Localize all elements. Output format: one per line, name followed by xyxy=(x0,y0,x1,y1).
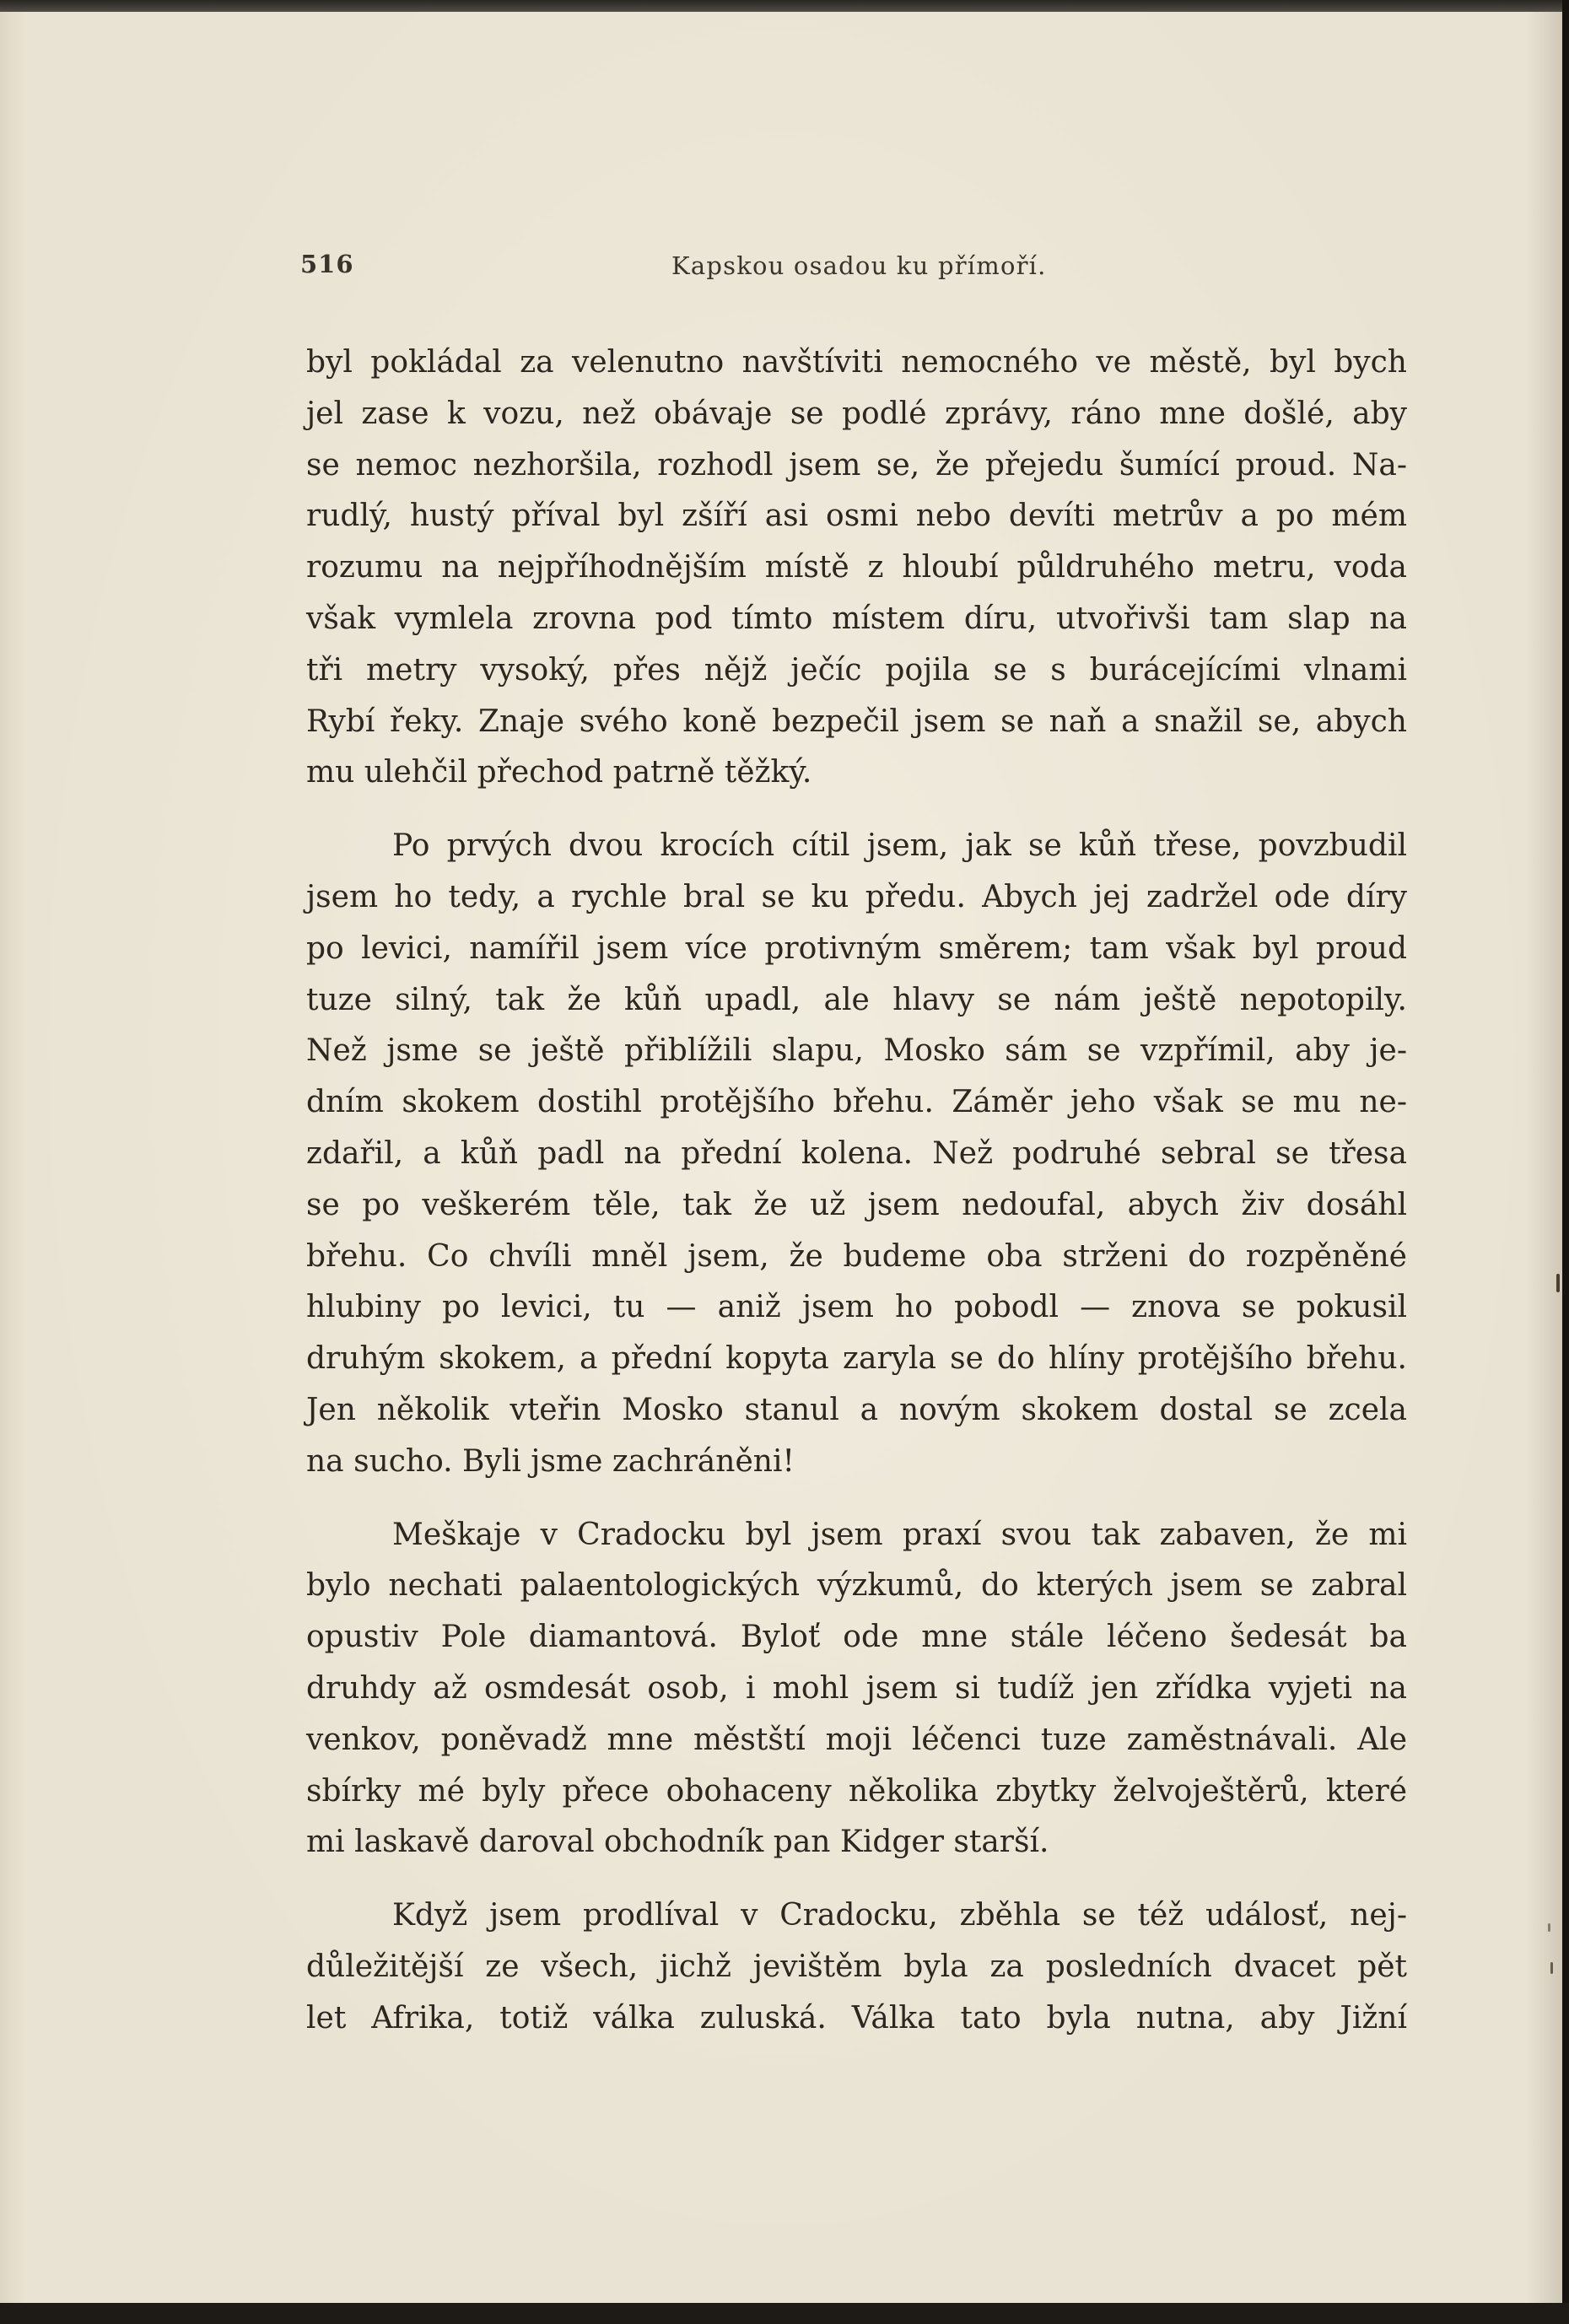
text-line: bylo nechati palaentologických výzkumů, do kterých jsem se zabral xyxy=(306,1568,1407,1604)
text-line: druhým skokem, a přední kopyta zaryla se do hlíny protějšího břehu. xyxy=(306,1341,1407,1377)
text-line: se po veškerém těle, tak že už jsem nedoufal, abych živ dosáhl xyxy=(306,1187,1407,1222)
scan-speck xyxy=(1548,1923,1550,1932)
page-header xyxy=(300,250,1049,283)
text-line: jsem ho tedy, a rychle bral se ku předu. Abych jej zadržel ode díry xyxy=(306,879,1407,914)
text-line: břehu. Co chvíli mněl jsem, že budeme oba strženi do rozpěněné xyxy=(306,1238,1407,1274)
text-line: venkov, poněvadž mne městští moji léčenci tuze zaměstnávali. Ale xyxy=(306,1722,1407,1757)
scan-speck xyxy=(1550,1962,1553,1974)
text-line: mu ulehčil přechod patrně těžký. xyxy=(306,755,812,790)
text-line: Jen několik vteřin Mosko stanul a novým skokem dostal se zcela xyxy=(306,1392,1407,1427)
text-line: Když jsem prodlíval v Cradocku, zběhla se též událosť, nej- xyxy=(392,1898,1407,1933)
text-line: rudlý, hustý příval byl zšíří asi osmi nebo devíti metrův a po mém xyxy=(306,499,1407,534)
text-line: Rybí řeky. Znaje svého koně bezpečil jsem se naň a snažil se, abych xyxy=(306,704,1407,739)
body-text xyxy=(306,337,1407,2045)
text-line: Než jsme se ještě přiblížili slapu, Mosko sám se vzpřímil, aby je- xyxy=(306,1033,1407,1069)
scan-border-right xyxy=(1562,0,1569,2324)
text-line: tuze silný, tak že kůň upadl, ale hlavy se nám ještě nepotopily. xyxy=(306,982,1407,1017)
running-head: Kapskou osadou ku přímoří. xyxy=(671,251,1047,280)
paragraph xyxy=(306,1510,1407,1869)
text-line: tři metry vysoký, přes nějž ječíc pojila se s burácejícími vlnami xyxy=(306,652,1407,687)
paragraph xyxy=(306,337,1407,799)
text-line: byl pokládal za velenutno navštíviti nemocného ve městě, byl bych xyxy=(306,345,1407,380)
text-line: sbírky mé byly přece obohaceny několika zbytky želvoještěrů, které xyxy=(306,1773,1407,1809)
text-line: Po prvých dvou krocích cítil jsem, jak se kůň třese, povzbudil xyxy=(392,828,1407,864)
book-page xyxy=(0,12,1562,2303)
text-line: opustiv Pole diamantová. Byloť ode mne stále léčeno šedesát ba xyxy=(306,1620,1407,1655)
page-number: 516 xyxy=(300,250,354,278)
text-line: mi laskavě daroval obchodník pan Kidger starší. xyxy=(306,1825,1049,1860)
text-line: rozumu na nejpříhodnějším místě z hloubí půldruhého metru, voda xyxy=(306,550,1407,585)
text-line: jel zase k vozu, než obávaje se podlé zprávy, ráno mne došlé, aby xyxy=(306,396,1407,431)
text-line: zdařil, a kůň padl na přední kolena. Než podruhé sebral se třesa xyxy=(306,1135,1407,1171)
text-line: však vymlela zrovna pod tímto místem díru, utvořivši tam slap na xyxy=(306,601,1407,636)
text-line: se nemoc nezhoršila, rozhodl jsem se, že přejedu šumící proud. Na- xyxy=(306,447,1407,483)
paragraph xyxy=(306,821,1407,1487)
text-line: po levici, namířil jsem více protivným směrem; tam však byl proud xyxy=(306,930,1407,966)
text-line: důležitější ze všech, jichž jevištěm byla za posledních dvacet pět xyxy=(306,1949,1407,1984)
paragraph xyxy=(306,1890,1407,2044)
text-line: hlubiny po levici, tu — aniž jsem ho pobodl — znova se pokusil xyxy=(306,1290,1407,1325)
scan-border-bottom xyxy=(0,2303,1569,2324)
scan-speck xyxy=(1556,1274,1560,1292)
text-line: dním skokem dostihl protějšího břehu. Záměr jeho však se mu ne- xyxy=(306,1085,1407,1120)
text-line: Meškaje v Cradocku byl jsem praxí svou tak zabaven, že mi xyxy=(392,1517,1407,1552)
text-line: let Afrika, totiž válka zuluská. Válka tato byla nutna, aby Jižní xyxy=(306,2000,1407,2036)
text-line: druhdy až osmdesát osob, i mohl jsem si tudíž jen zřídka vyjeti na xyxy=(306,1670,1407,1706)
text-line: na sucho. Byli jsme zachráněni! xyxy=(306,1443,795,1479)
